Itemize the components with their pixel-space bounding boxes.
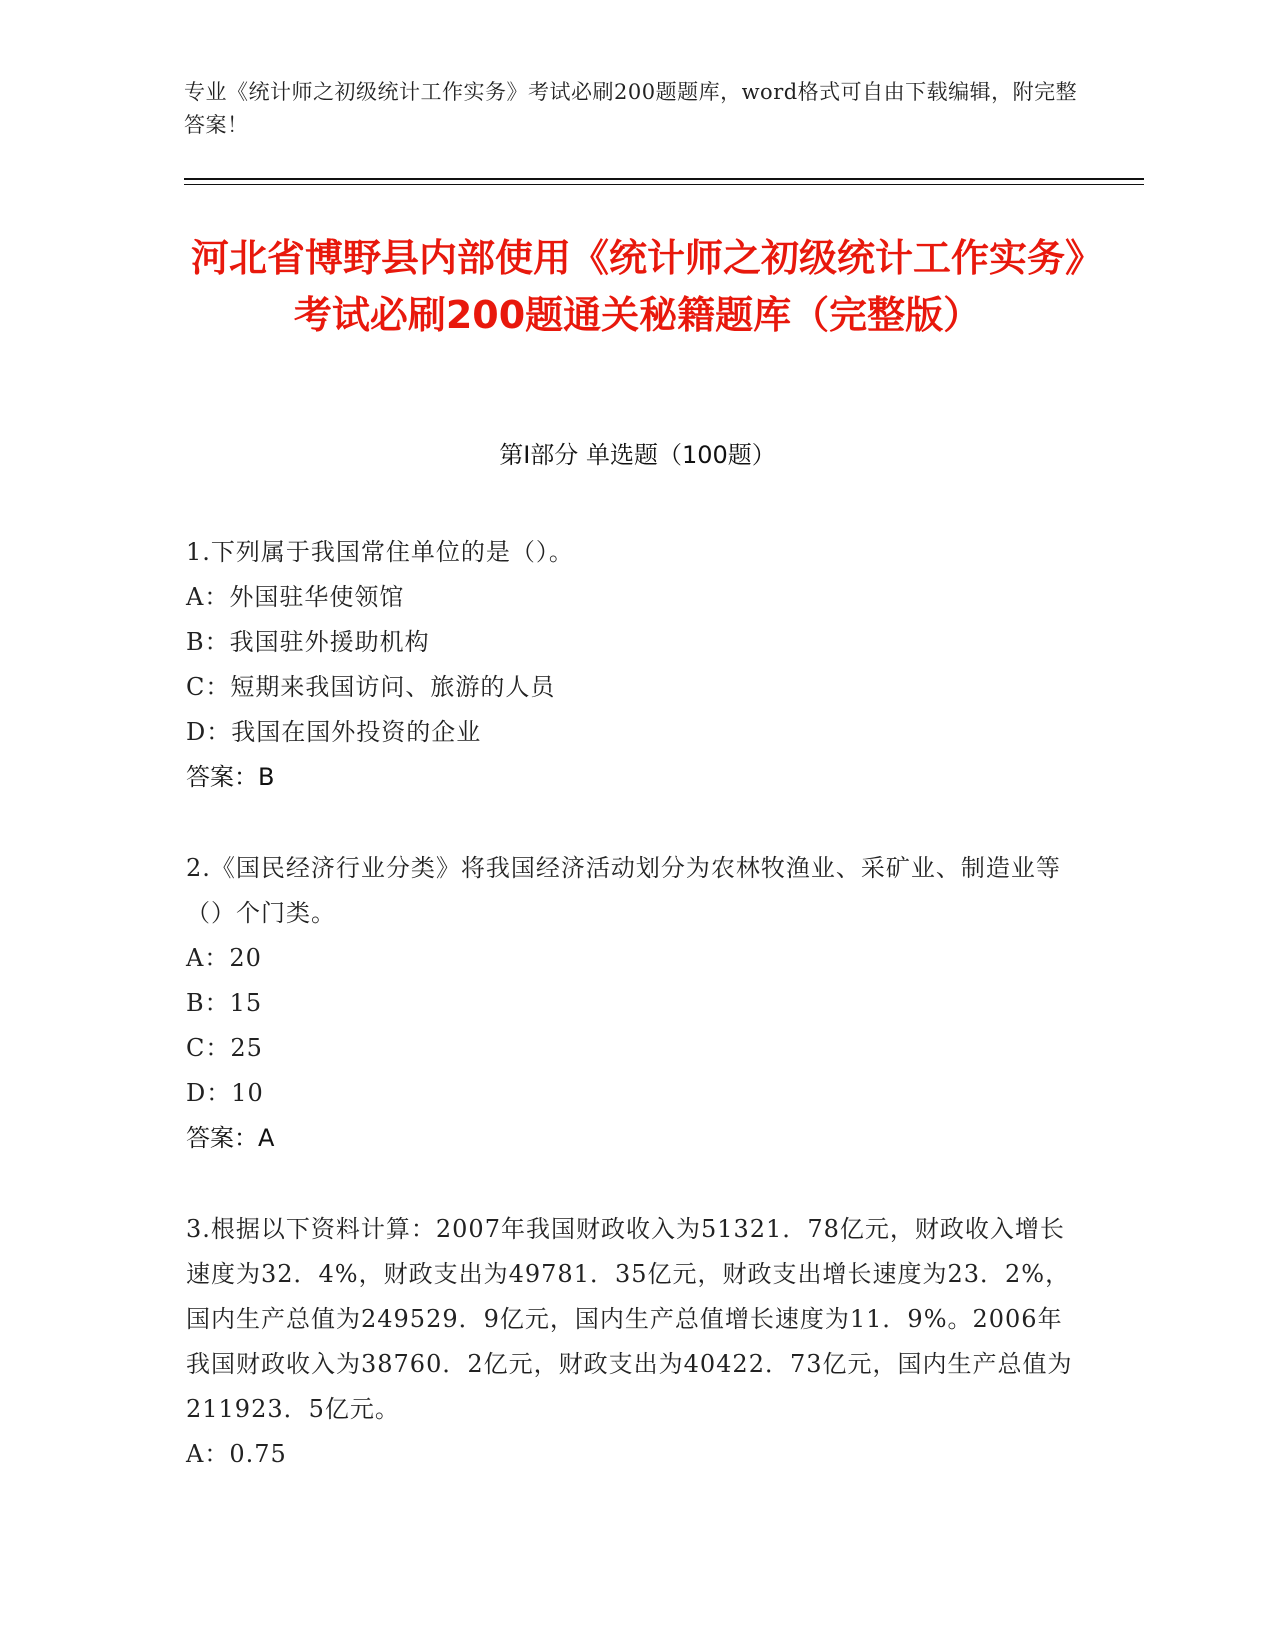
header-note: 专业《统计师之初级统计工作实务》考试必刷200题题库，word格式可自由下载编辑，附完整答案！	[184, 80, 1078, 137]
header-divider-thin	[184, 184, 1144, 185]
question-3	[186, 1207, 1086, 1477]
question-list	[186, 530, 1086, 1477]
answer: 答案：B	[186, 763, 275, 791]
question-spacer	[186, 800, 1086, 846]
section-heading: 第Ⅰ部分 单选题（100题）	[499, 441, 776, 469]
document-title: 河北省博野县内部使用《统计师之初级统计工作实务》考试必刷200题通关秘籍题库（完整版）	[190, 236, 1084, 337]
question-stem: 3.根据以下资料计算：2007年我国财政收入为51321．78亿元，财政收入增长速度为32．4%，财政支出为49781．35亿元，财政支出增长速度为23．2%，国内生产总值为249529．9亿元，国内生产总值增长速度为11．9%。2006年我国财政收入为38760．2亿元，财政支出为40422．73亿元，国内生产总值为211923．5亿元。	[186, 1215, 1073, 1423]
option-b: B：15	[186, 989, 263, 1017]
question-stem: 1.下列属于我国常住单位的是（）。	[186, 538, 574, 566]
question-spacer	[186, 1161, 1086, 1207]
option-d: D：10	[186, 1079, 264, 1107]
option-c: C：短期来我国访问、旅游的人员	[186, 673, 556, 701]
option-a: A：20	[186, 944, 262, 972]
option-a: A：0.75	[186, 1440, 287, 1468]
option-a: A：外国驻华使领馆	[186, 583, 405, 611]
question-2	[186, 846, 1086, 1161]
answer: 答案：A	[186, 1124, 275, 1152]
question-stem: 2.《国民经济行业分类》将我国经济活动划分为农林牧渔业、采矿业、制造业等（）个门类。	[186, 854, 1061, 927]
header-divider-thick	[184, 178, 1144, 180]
option-b: B：我国驻外援助机构	[186, 628, 430, 656]
option-d: D：我国在国外投资的企业	[186, 718, 482, 746]
option-c: C：25	[186, 1034, 263, 1062]
question-1	[186, 530, 1086, 800]
